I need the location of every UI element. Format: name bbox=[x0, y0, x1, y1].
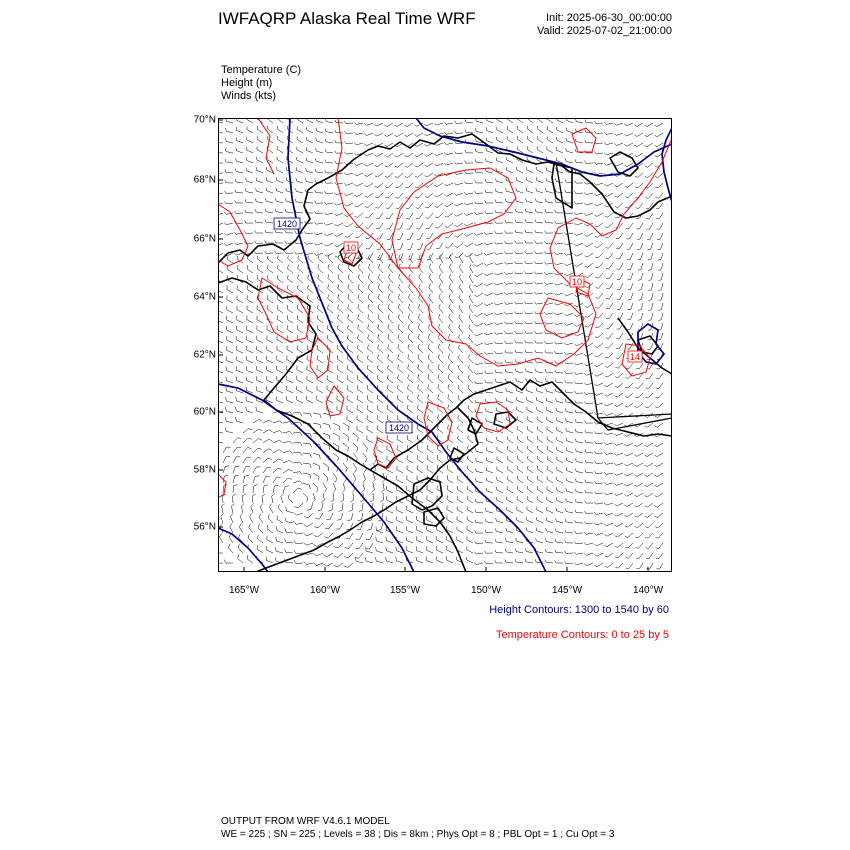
height-label-1420-north: 1420 bbox=[276, 219, 298, 229]
field-label-winds: Winds (kts) bbox=[221, 90, 276, 102]
lon-label-150: 150°W bbox=[470, 585, 502, 596]
field-label-height: Height (m) bbox=[221, 77, 273, 89]
lon-label-145: 145°W bbox=[551, 585, 583, 596]
temperature-contour-info: Temperature Contours: 0 to 25 by 5 bbox=[495, 629, 669, 641]
temp-label-10-west: 10 bbox=[345, 243, 357, 253]
lat-label-70: 70°N bbox=[193, 114, 216, 126]
lat-label-66: 66°N bbox=[193, 233, 216, 245]
field-label-temperature: Temperature (C) bbox=[221, 64, 302, 76]
lon-label-160: 160°W bbox=[309, 585, 341, 596]
plot-title: IWFAQRP Alaska Real Time WRF bbox=[218, 9, 476, 28]
map-panel bbox=[218, 118, 672, 572]
model-footer-line1: OUTPUT FROM WRF V4.6.1 MODEL bbox=[221, 816, 390, 827]
height-label-1420-south: 1420 bbox=[388, 423, 410, 433]
model-footer-line2: WE = 225 ; SN = 225 ; Levels = 38 ; Dis = 8km ; Phys Opt = 8 ; PBL Opt = 1 ; Cu Opt = 3 bbox=[221, 829, 615, 840]
init-time: Init: 2025-06-30_00:00:00 bbox=[546, 12, 672, 24]
valid-time: Valid: 2025-07-02_21:00:00 bbox=[537, 25, 672, 37]
temp-label-14: 14 bbox=[629, 352, 641, 362]
lat-label-68: 68°N bbox=[193, 174, 216, 186]
height-contour-info: Height Contours: 1300 to 1540 by 60 bbox=[489, 604, 669, 616]
lat-label-56: 56°N bbox=[193, 521, 216, 533]
lat-label-58: 58°N bbox=[193, 464, 216, 476]
lon-label-165: 165°W bbox=[228, 585, 260, 596]
lon-label-155: 155°W bbox=[389, 585, 421, 596]
lon-label-140: 140°W bbox=[632, 585, 664, 596]
temp-label-10-east: 10 bbox=[571, 277, 583, 287]
lat-label-60: 60°N bbox=[193, 406, 216, 418]
lat-label-62: 62°N bbox=[193, 349, 216, 361]
lat-label-64: 64°N bbox=[193, 291, 216, 303]
